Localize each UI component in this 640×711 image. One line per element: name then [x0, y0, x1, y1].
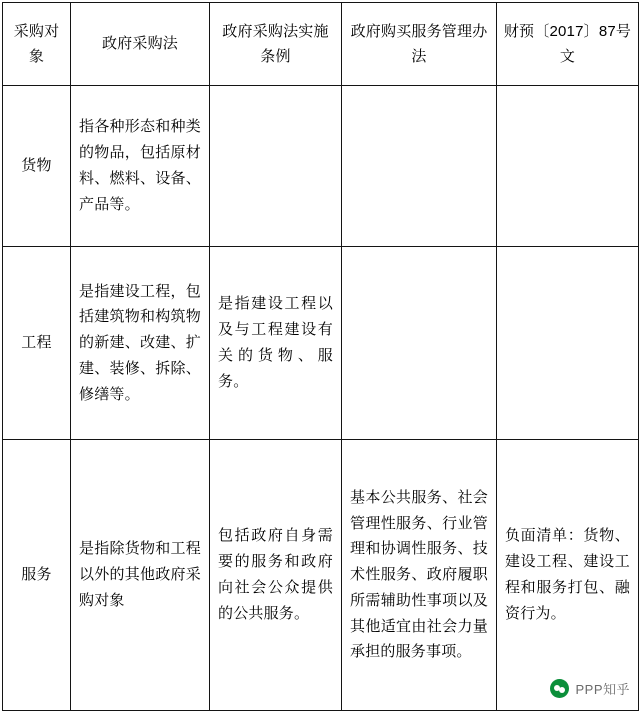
cell-service-procurement-law: 是指除货物和工程以外的其他政府采购对象	[71, 440, 210, 711]
row-label-project: 工程	[3, 247, 71, 440]
cell-project-implementation-regulations: 是指建设工程以及与工程建设有关的货物、服务。	[210, 247, 342, 440]
cell-service-service-purchase-measures: 基本公共服务、社会管理性服务、行业管理和协调性服务、技术性服务、政府履职所需辅助性事项以及其他适宜由社会力量承担的服务事项。	[342, 440, 497, 711]
cell-goods-service-purchase-measures	[342, 86, 497, 247]
column-header-service-purchase-measures: 政府购买服务管理办法	[342, 3, 497, 86]
document-page	[0, 2, 640, 706]
cell-service-caiyu-document: 负面清单：货物、建设工程、建设工程和服务打包、融资行为。	[497, 440, 639, 711]
cell-project-service-purchase-measures	[342, 247, 497, 440]
table-row	[3, 86, 639, 247]
cell-goods-caiyu-document	[497, 86, 639, 247]
cell-service-implementation-regulations: 包括政府自身需要的服务和政府向社会公众提供的公共服务。	[210, 440, 342, 711]
column-header-caiyu-document: 财预〔2017〕87号文	[497, 3, 639, 86]
column-header-implementation-regulations: 政府采购法实施条例	[210, 3, 342, 86]
table-header	[3, 3, 639, 86]
table-header-row	[3, 3, 639, 86]
watermark-label: PPP知乎	[575, 682, 630, 697]
procurement-comparison-table	[2, 2, 639, 711]
row-label-goods: 货物	[3, 86, 71, 247]
cell-project-procurement-law: 是指建设工程，包括建筑物和构筑物的新建、改建、扩建、装修、拆除、修缮等。	[71, 247, 210, 440]
cell-goods-implementation-regulations	[210, 86, 342, 247]
table-row	[3, 440, 639, 711]
cell-project-caiyu-document	[497, 247, 639, 440]
row-label-service: 服务	[3, 440, 71, 711]
watermark	[550, 679, 630, 698]
table-row	[3, 247, 639, 440]
ppp-logo-icon	[550, 679, 569, 698]
cell-goods-procurement-law: 指各种形态和种类的物品，包括原材料、燃料、设备、产品等。	[71, 86, 210, 247]
table-body	[3, 86, 639, 711]
column-header-object: 采购对象	[3, 3, 71, 86]
column-header-procurement-law: 政府采购法	[71, 3, 210, 86]
